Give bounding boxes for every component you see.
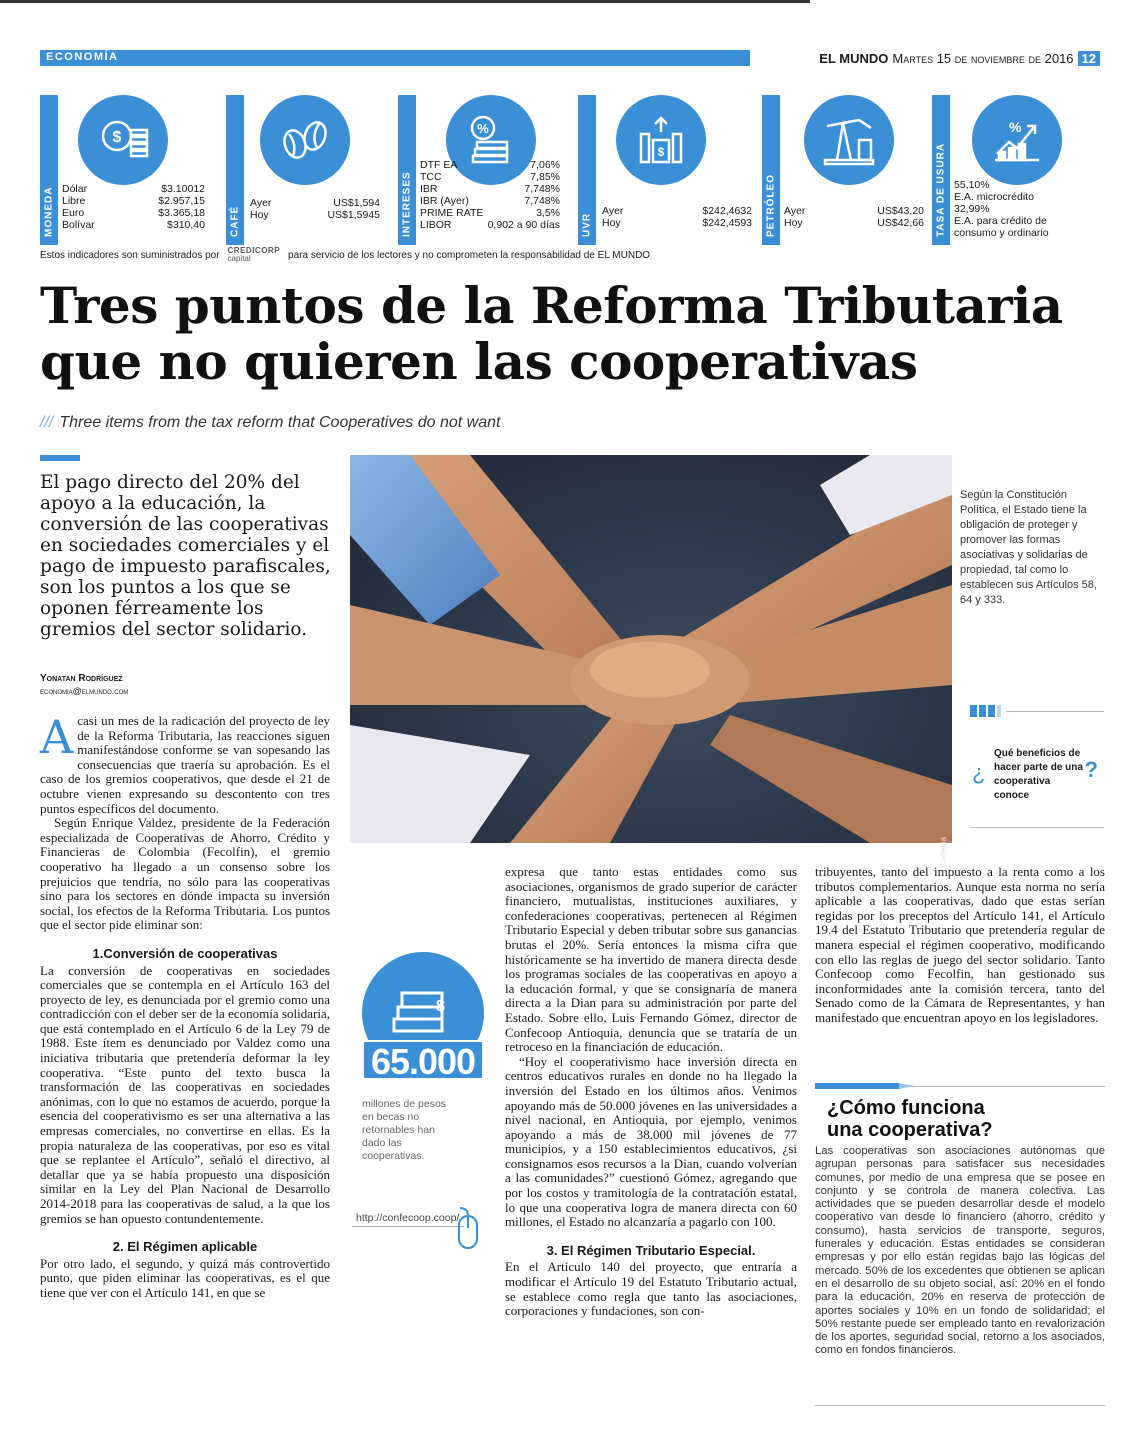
tabs-decoration [970, 705, 1001, 717]
lede: El pago directo del 20% del apoyo a la educación, la conversión de las cooperativas en sociedades comerciales y el pago de impuesto parafiscales, son los puntos a los que se oponen férreamente los gremios del sector solidario. [40, 472, 331, 640]
byline: Yonatan Rodríguez economia@elmundo.com [40, 673, 129, 696]
question-text: Qué beneficios de hacer parte de una cooperativa conoce [994, 748, 1083, 801]
indicator-values: 55,10% E.A. microcrédito 32,99% E.A. para crédito de consumo y ordinario [954, 179, 1049, 239]
confecoop-link[interactable]: http://confecoop.coop/ [356, 1212, 456, 1225]
body-column-3: tribuyentes, tanto del impuesto a la renta como a los tributos complementarios. Aunque esta norma no sería aplicable a las cooperativas, dado que estas serían regidas por los preceptos del Artículo 141, el Artículo 19.4 del Estatuto Tributario que pretendería regular de manera especial el régimen cooperativo, modificando con ello las reglas de juego del sector solidario. Tanto Confecoop como Fecolfin, han gestionado sus inconformidades ante la comisión tercera, tanto del Senado como de la Cámara de Representantes, y han manifestado que encuentran apoyo en los legisladores. [815, 864, 1105, 1025]
indicator-label: CAFÉ [226, 95, 244, 245]
top-rule [0, 0, 810, 3]
money-growth-icon [616, 95, 706, 185]
drop-cap: A [40, 710, 74, 764]
indicator-intereses [398, 95, 568, 245]
indicator-cafe [226, 95, 386, 245]
indicator-values: Ayer US$1,594 Hoy US$1,5945 [250, 197, 380, 221]
question-box [970, 705, 1104, 830]
stat-description: millones de pesos en becas no retornables han dado las cooperativas. [362, 1098, 447, 1162]
paper-name: EL MUNDO [819, 50, 889, 66]
market-indicators [40, 95, 1110, 245]
money-icon [78, 95, 168, 185]
indicator-petroleo [762, 95, 922, 245]
lede-accent-bar [40, 455, 80, 461]
svg-text:$: $ [657, 145, 665, 159]
box-bottom-rule [815, 1405, 1105, 1406]
subhead-1: 1.Conversión de cooperativas [92, 945, 278, 961]
mouse-icon [456, 1206, 480, 1252]
coffee-beans-icon [260, 95, 350, 185]
indicator-uvr [578, 95, 758, 245]
box-text: Las cooperativas son asociaciones autónomas que agrupan personas para satisfacer sus necesidades comunes, por medio de una empresa que se posee en conjunto y se controla de manera colectiva. Las actividades que se pueden desarrollar desde el modelo cooperativo van desde lo financiero (ahorro, crédito y consumo), hasta servicios de transporte, seguros, funerales y educación. Estas entidades se consideran empresas y por ello están regidas bajo las lógicas del mercado. 50% de los excedentes que obtienen se aplican en el desarrollo de su objeto social, así: 20% en el fondo para la educación, 20% en reserva de protección de aportes sociales y 10% en un fondo de solidaridad; el 50% restante puede ser empleado tanto en revalorización de los aportes, seguridad social, retorno a los asociados, como en fondos financieros. [815, 1145, 1105, 1357]
issue-date: Martes 15 de noviembre de 2016 [892, 50, 1074, 66]
oil-pump-icon [804, 95, 894, 185]
indicator-label: UVR [578, 95, 596, 245]
question-close-icon: ? [1084, 757, 1098, 782]
indicator-label: INTERESES [398, 95, 416, 245]
indicators-credit: Estos indicadores son suministrados por CREDICORP capital para servicio de los lectores y no comprometen la responsabilidad de EL MUNDO [40, 246, 651, 263]
box-title: ¿Cómo funciona una cooperativa? [827, 1097, 993, 1141]
subhead-3: 3. El Régimen Tributario Especial. [546, 1242, 756, 1258]
stat-callout [362, 952, 484, 1163]
indicator-label: MONEDA [40, 95, 58, 245]
section-tag: ECONOMÍA [40, 50, 750, 66]
headline: Tres puntos de la Reforma Tributaria que no quieren las cooperativas [40, 276, 1063, 391]
question-open-icon: ¿ [972, 760, 986, 785]
hands-together-photo [350, 455, 952, 868]
body-column-1: Acasi un mes de la radicación del proyecto de ley de la Reforma Tributaria, las reacciones siguen manifestándose conforme se van sopesando las consecuencias que traería su aprobación. Es el caso de los gremios cooperativos, que desde el 21 de octubre vienen expresando su descontento con tres puntos específicos del documento. Según Enrique Valdez, presidente de la Federación especializada de Cooperativas de Ahorro, Crédito y Financieras de Colombia (Fecolfin), el gremio cooperativo ha llegado a un consenso sobre los prejuicios que tendría, no sólo para las cooperativas sino para los sectores en dónde impacta su inversión social, los efectos de la Reforma Tributaria. Los puntos que el sector pide eliminar son: 1.Conversión de cooperativas La conversión de cooperativas en sociedades comerciales que se contempla en el Artículo 163 del proyecto de ley, es denunciada por el gremio como una contradicción con el deber ser de la economía solidaria, que está contemplado en el Artículo 6 de la Ley 79 de 1988. Este ítem es denunciado por Valdez como una iniciativa tributaria que pretendería deformar la ley cooperativa. “Este punto del texto busca la transformación de las cooperativas en sociedades anónimas, con lo que no estamos de acuerdo, porque la esencia del cooperativismo es ser una alternativa a las empresas comerciales, no convertirse en ellas. Es la propia naturaleza de las cooperativas, por eso es vital que se replantee el Artículo”, señaló el directivo, al detallar que ya se había propuesto una disposición similar en la Ley del Plan Nacional de Desarrollo 2014-2018 para las cooperativas de salud, a la que los gremios se han opuesto contundentemente. 2. El Régimen aplicable Por otro lado, el segundo, y quizá más controvertido punto, que piden eliminar las cooperativas, es el que tiene que ver con el Artículo 141, en que se [40, 710, 330, 1300]
page-number: 12 [1078, 51, 1100, 66]
pencil-icon [815, 1082, 915, 1090]
svg-text:%: % [477, 121, 489, 136]
svg-text:%: % [1009, 119, 1022, 135]
indicator-usura [932, 95, 1110, 245]
english-subtitle: /// Three items from the tax reform that Cooperatives do not want [40, 414, 501, 431]
indicator-values: Ayer US$43,20 Hoy US$42,66 [784, 205, 924, 229]
indicator-values: DTF EA 7,06% TCC 7,85% IBR 7,748% IBR (Ayer) 7,748% PRIME RATE 3,5% LIBOR 0,902 a 90 días [420, 159, 560, 231]
body-column-2: expresa que tanto estas entidades como sus asociaciones, organismos de grado superior de carácter financiero, mutualistas, instituciones auxiliares, y confederaciones cooperativas, pertenecen al Régimen Tributario Especial y deben tributar sobre sus ganancias brutas el 20%. Sería entonces la misma cifra que históricamente se ha invertido de manera directa desde los programas sociales de las cooperativas en apoyo a la educación formal, y que se consignaría de manera directa a la Dian para su administración por parte del Estado. Sobre ello, Luis Fernando Gómez, director de Confecoop Antioquia, denuncia que se trataría de un retroceso en la financiación de educación. “Hoy el cooperativismo hace inversión directa en centros educativos rurales en donde no ha llegado la inversión del Estado en los últimos años. Venimos apoyando más de 50.000 jóvenes en las universidades a nivel nacional, en Antioquia, por ejemplo, venimos apoyando a más de 38.000 mil jóvenes de 77 municipios, y a 150 establecimientos educativos, ¿si consignamos esos recursos a la Dian, cuando volverían a las comunidades?” cuestionó Gómez, agregando que por los costos y tramitología de la contratación estatal, lo que una cooperativa logra de manera directa con 60 millones, el Estado no alcanzaría a pagarlo con 100. 3. El Régimen Tributario Especial. En el Artículo 140 del proyecto, que entraría a modificar el Artículo 19 del Estatuto Tributario actual, se establece como regla que tanto las asociaciones, corporaciones y fundaciones, son con- [505, 864, 797, 1319]
indicator-label: TASA DE USURA [932, 95, 950, 245]
percent-chart-icon [972, 95, 1062, 185]
subhead-2: 2. El Régimen aplicable [112, 1239, 258, 1255]
indicator-moneda [40, 95, 210, 245]
svg-text:$: $ [436, 998, 445, 1015]
indicator-values: Dólar $3.10012 Libre $2.957,15 Euro $3.365,18 Bolívar $310,40 [62, 183, 205, 231]
stat-value: 65.000 [362, 1040, 484, 1080]
masthead [760, 48, 1100, 68]
photo-credit: Cortesía [939, 837, 948, 868]
credicorp-logo: CREDICORP capital [227, 246, 281, 263]
svg-text:$: $ [112, 129, 122, 146]
photo-caption: Según la Constitución Política, el Estado tiene la obligación de proteger y promover las formas asociativas y solidarias de propiedad, tal como lo establecen sus Artículos 58, 64 y 333. [960, 489, 1097, 606]
indicator-values: Ayer $242,4632 Hoy $242,4593 [602, 205, 752, 229]
indicator-label: PETRÓLEO [762, 95, 780, 245]
